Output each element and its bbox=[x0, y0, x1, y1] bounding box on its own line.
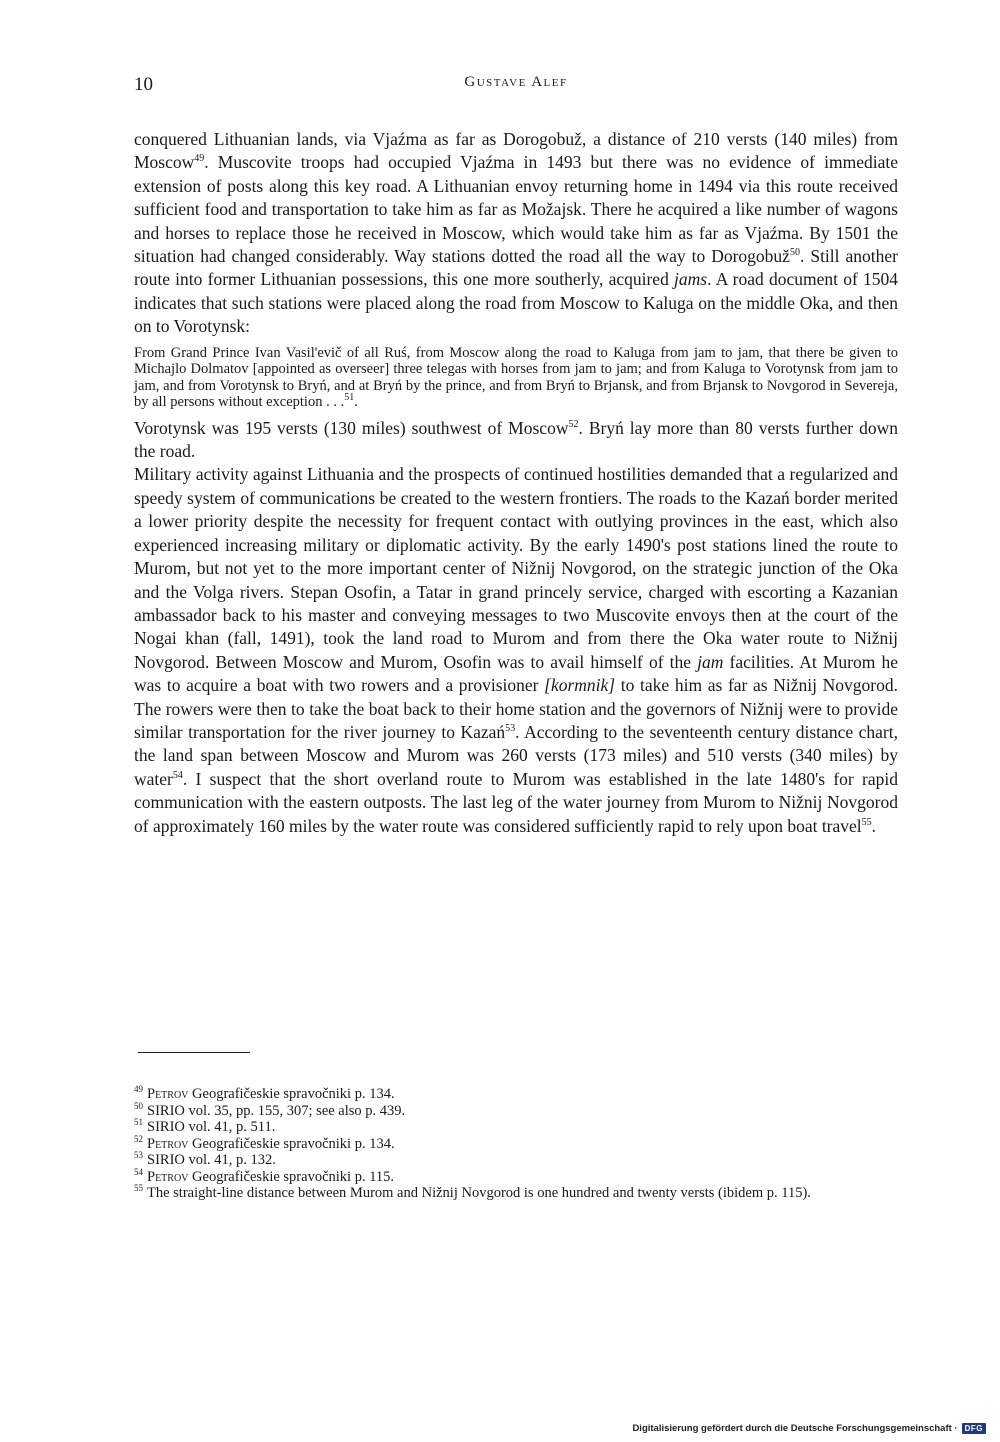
footnote-ref-50[interactable]: 50 bbox=[789, 247, 800, 259]
footnote-number: 54 bbox=[134, 1166, 143, 1177]
running-head: Gustave Alef bbox=[464, 74, 568, 90]
footnote-ref-51[interactable]: 51 bbox=[344, 392, 355, 404]
digitization-credit bbox=[632, 1423, 986, 1434]
footnote-text: SIRIO vol. 41, p. 511. bbox=[147, 1119, 276, 1135]
footnote-author: Petrov bbox=[147, 1086, 189, 1102]
footnote-ref-55[interactable]: 55 bbox=[861, 816, 872, 828]
page-header bbox=[134, 74, 898, 98]
paragraph-1: conquered Lithuanian lands, via Vjaźma as far as Dorogobuž, a distance of 210 versts (140 miles) from Moscow$^{49}$. Muscovite troops had occupied Vjaźma in 1493 but there was no evidence of immediate extension of posts along this key road. A Lithuanian envoy returning home in 1494 via this route received sufficient food and transportation to take him as far as Možajsk. There he acquired a like number of wagons and horses to replace those he received in Moscow, which would take him as far as Vjaźma. By 1501 the situation had changed considerably. Way stations dotted the road all the way to Dorogobuž$^{50}$. Still another route into former Lithuanian possessions, this one more southerly, acquired jams. A road document of 1504 indicates that such stations were placed along the road from Moscow to Kaluga on the middle Oka, and then on to Vorotynsk: bbox=[134, 129, 899, 337]
footnote-number: 52 bbox=[134, 1133, 143, 1144]
paragraph-2: Vorotynsk was 195 versts (130 miles) southwest of Moscow$^{52}$. Bryń lay more than 80 versts further down the road. bbox=[134, 417, 898, 462]
page-number: 10 bbox=[134, 74, 153, 95]
block-quote: From Grand Prince Ivan Vasil'evič of all Ruś, from Moscow along the road to Kaluga from jam to jam, that there be given to Michajlo Dolmatov [appointed as overseer] three telegas with horses from jam to jam; and from Kaluga to Vorotynsk from jam to jam, and from Vorotynsk to Bryń, and at Bryń by the prince, and from Bryń to Brjansk, and from Brjansk to Novgorod in Severeja, by all persons without exception . . .$^{51}$. bbox=[134, 344, 898, 411]
body-text bbox=[134, 128, 898, 838]
footnote-number: 50 bbox=[134, 1100, 143, 1111]
footnote-50 bbox=[134, 1100, 898, 1120]
footnote-number: 53 bbox=[134, 1150, 143, 1161]
footnote-divider bbox=[138, 1052, 250, 1053]
footnote-54 bbox=[134, 1166, 898, 1186]
footnote-number: 55 bbox=[134, 1183, 143, 1194]
footnote-author: Petrov bbox=[147, 1135, 189, 1152]
footnote-text: SIRIO vol. 41, p. 132. bbox=[147, 1152, 276, 1168]
footnote-52 bbox=[134, 1133, 898, 1153]
footnote-text: Geografičeskie spravočniki p. 134. bbox=[188, 1086, 395, 1102]
footnote-ref-54[interactable]: 54 bbox=[172, 769, 183, 781]
italic-term: jam bbox=[697, 651, 724, 672]
footnote-49 bbox=[134, 1086, 898, 1103]
footnote-number: 49 bbox=[134, 1084, 143, 1095]
footnote-ref-52[interactable]: 52 bbox=[568, 418, 579, 430]
dfg-logo-icon: DFG bbox=[962, 1423, 986, 1434]
credit-text: Digitalisierung gefördert durch die Deutsche Forschungsgemeinschaft · bbox=[632, 1423, 958, 1434]
footnote-ref-53[interactable]: 53 bbox=[505, 723, 516, 735]
footnote-number: 51 bbox=[134, 1117, 143, 1128]
italic-term: jams bbox=[674, 269, 708, 290]
footnote-text: Geografičeskie spravočniki p. 115. bbox=[188, 1168, 395, 1185]
paragraph-3: Military activity against Lithuania and the prospects of continued hostilities demanded that a regularized and speedy system of communications be created to the western frontiers. The roads to the Kazań border merited a lower priority despite the necessity for frequent contact with outlying provinces in the east, which also experienced increasing military or diplomatic activity. By the early 1490's post stations lined the route to Murom, but not yet to the more important center of Nižnij Novgorod, on the strategic junction of the Oka and the Volga rivers. Stepan Osofin, a Tatar in grand princely service, charged with escorting a Kazanian ambassador back to his master and conveying messages to two Muscovite envoys then at the court of the Nogai khan (fall, 1491), took the land road to Murom and from there the Oka water route to Nižnij Novgorod. Between Moscow and Murom, Osofin was to avail himself of the jam facilities. At Murom he was to acquire a boat with two rowers and a provisioner [kormnik] to take him as far as Nižnij Novgorod. The rowers were then to take the boat back to their home station and the governors of Nižnij were to provide similar transportation for the river journey to Kazań$^{53}$. According to the seventeenth century distance chart, the land span between Moscow and Murom was 260 versts (173 miles) and 510 versts (340 miles) by water$^{54}$. I suspect that the short overland route to Murom was established in the late 1480's for rapid communication with the eastern outposts. The last leg of the water journey from Murom to Nižnij Novgorod of approximately 160 miles by the water route was considered sufficiently rapid to rely upon boat travel$^{55}$. bbox=[134, 464, 898, 836]
footnote-53 bbox=[134, 1152, 898, 1169]
footnote-text: SIRIO vol. 35, pp. 155, 307; see also p. 439. bbox=[147, 1102, 406, 1119]
footnote-text: The straight-line distance between Murom and Nižnij Novgorod is one hundred and twenty versts (ibidem p. 115). bbox=[147, 1185, 811, 1201]
footnote-55 bbox=[134, 1185, 898, 1202]
footnotes bbox=[134, 1086, 898, 1202]
footnote-51 bbox=[134, 1119, 898, 1136]
footnote-text: Geografičeskie spravočniki p. 134. bbox=[188, 1135, 395, 1152]
italic-term: [kormnik] bbox=[544, 675, 616, 696]
footnote-ref-49[interactable]: 49 bbox=[194, 153, 205, 165]
footnote-author: Petrov bbox=[147, 1168, 189, 1185]
